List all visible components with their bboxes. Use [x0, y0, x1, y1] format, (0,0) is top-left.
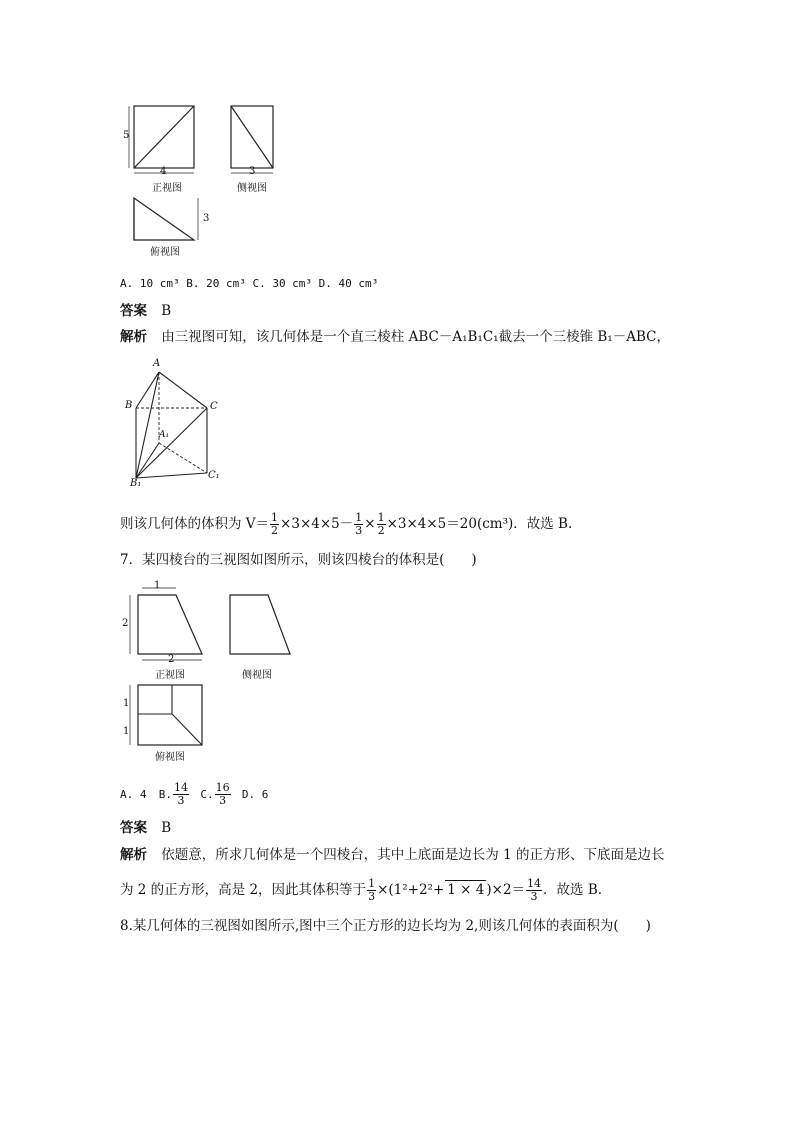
- q7-answer-line: [120, 819, 171, 837]
- analysis-label: 解析: [120, 329, 147, 345]
- vertex-A1: A₁: [159, 430, 170, 440]
- top-view-label: 俯视图: [150, 247, 180, 258]
- side-view-trapezoid: [230, 595, 290, 654]
- dim-4-label: 4: [160, 166, 167, 177]
- q6-answer-line: [120, 302, 171, 320]
- vertex-B1: B₁: [130, 478, 142, 489]
- vertex-A: A: [153, 358, 161, 369]
- top-view-square: [138, 685, 202, 745]
- dim-bottom-2-label: 2: [168, 654, 175, 665]
- q8-question: 8.某几何体的三视图如图所示,图中三个正方形的边长均为 2,则该几何体的表面积为( ): [120, 918, 651, 934]
- answer-value: B: [161, 820, 172, 836]
- q6-three-view-figure: [122, 100, 282, 260]
- dim-top-view-1b-label: 1: [123, 726, 130, 737]
- analysis-text: 由三视图可知，该几何体是一个直三棱柱 ABC－A₁B₁C₁截去一个三棱锥 B₁－ABC，: [161, 329, 670, 345]
- q7-analysis-line-2: 为 2 的正方形，高是 2，因此其体积等于 $\frac{1}{3}$ ×(1²+2²+ 1 × 4 )×2＝ $\frac{14}{3}$ ．故选 B.: [120, 877, 603, 903]
- analysis-label: 解析: [120, 847, 147, 863]
- top-view-triangle: [134, 198, 194, 240]
- dim-3-side-label: 3: [249, 166, 256, 177]
- fraction: $\frac{1}{2}$: [377, 511, 385, 537]
- answer-label: 答案: [120, 303, 147, 319]
- q7-options: A. 4 B. $\frac{14}{3}$ C. $\frac{16}{3}$ D. 6: [120, 781, 269, 807]
- fraction: $\frac{16}{3}$: [215, 781, 230, 807]
- dim-top-1-label: 1: [154, 580, 161, 591]
- fraction: $\frac{1}{3}$: [355, 511, 363, 537]
- side-view-label: 侧视图: [237, 183, 267, 194]
- front-view-trapezoid: [138, 595, 202, 654]
- answer-value: B: [161, 303, 172, 319]
- dim-3-top-label: 3: [203, 213, 210, 224]
- dim-5-label: 5: [123, 130, 130, 141]
- vertex-B: B: [125, 400, 133, 411]
- front-view-label: 正视图: [152, 183, 182, 194]
- q7-three-view-figure: [122, 580, 302, 765]
- answer-label: 答案: [120, 820, 147, 836]
- dim-top-view-1a-label: 1: [123, 698, 130, 709]
- q7-question: 7．某四棱台的三视图如图所示，则该四棱台的体积是( ): [120, 552, 477, 568]
- q6-analysis-line: [120, 328, 670, 346]
- dim-left-2-label: 2: [122, 618, 129, 629]
- q6-options: A. 10 cm³ B. 20 cm³ C. 30 cm³ D. 40 cm³: [120, 277, 379, 290]
- fraction: $\frac{1}{3}$: [368, 877, 376, 903]
- q6-volume-line: 则该几何体的体积为 V＝ $\frac{1}{2}$ ×3×4×5－ $\frac{1}{3}$ × $\frac{1}{2}$ ×3×4×5＝20(cm³)．故选 B.: [120, 511, 573, 537]
- fraction: $\frac{1}{2}$: [271, 511, 279, 537]
- q7-analysis-line-1: 解析 依题意，所求几何体是一个四棱台，其中上底面是边长为 1 的正方形、下底面是边长: [120, 847, 665, 863]
- side-view-label: 侧视图: [242, 670, 272, 681]
- fraction: $\frac{14}{3}$: [174, 781, 189, 807]
- top-view-label: 俯视图: [155, 752, 185, 763]
- vertex-C: C: [210, 401, 218, 412]
- vertex-C1: C₁: [208, 470, 220, 481]
- front-view-label: 正视图: [155, 670, 185, 681]
- prism-figure: [122, 358, 232, 493]
- fraction: $\frac{14}{3}$: [527, 877, 542, 903]
- sqrt-expression: 1 × 4: [447, 882, 485, 898]
